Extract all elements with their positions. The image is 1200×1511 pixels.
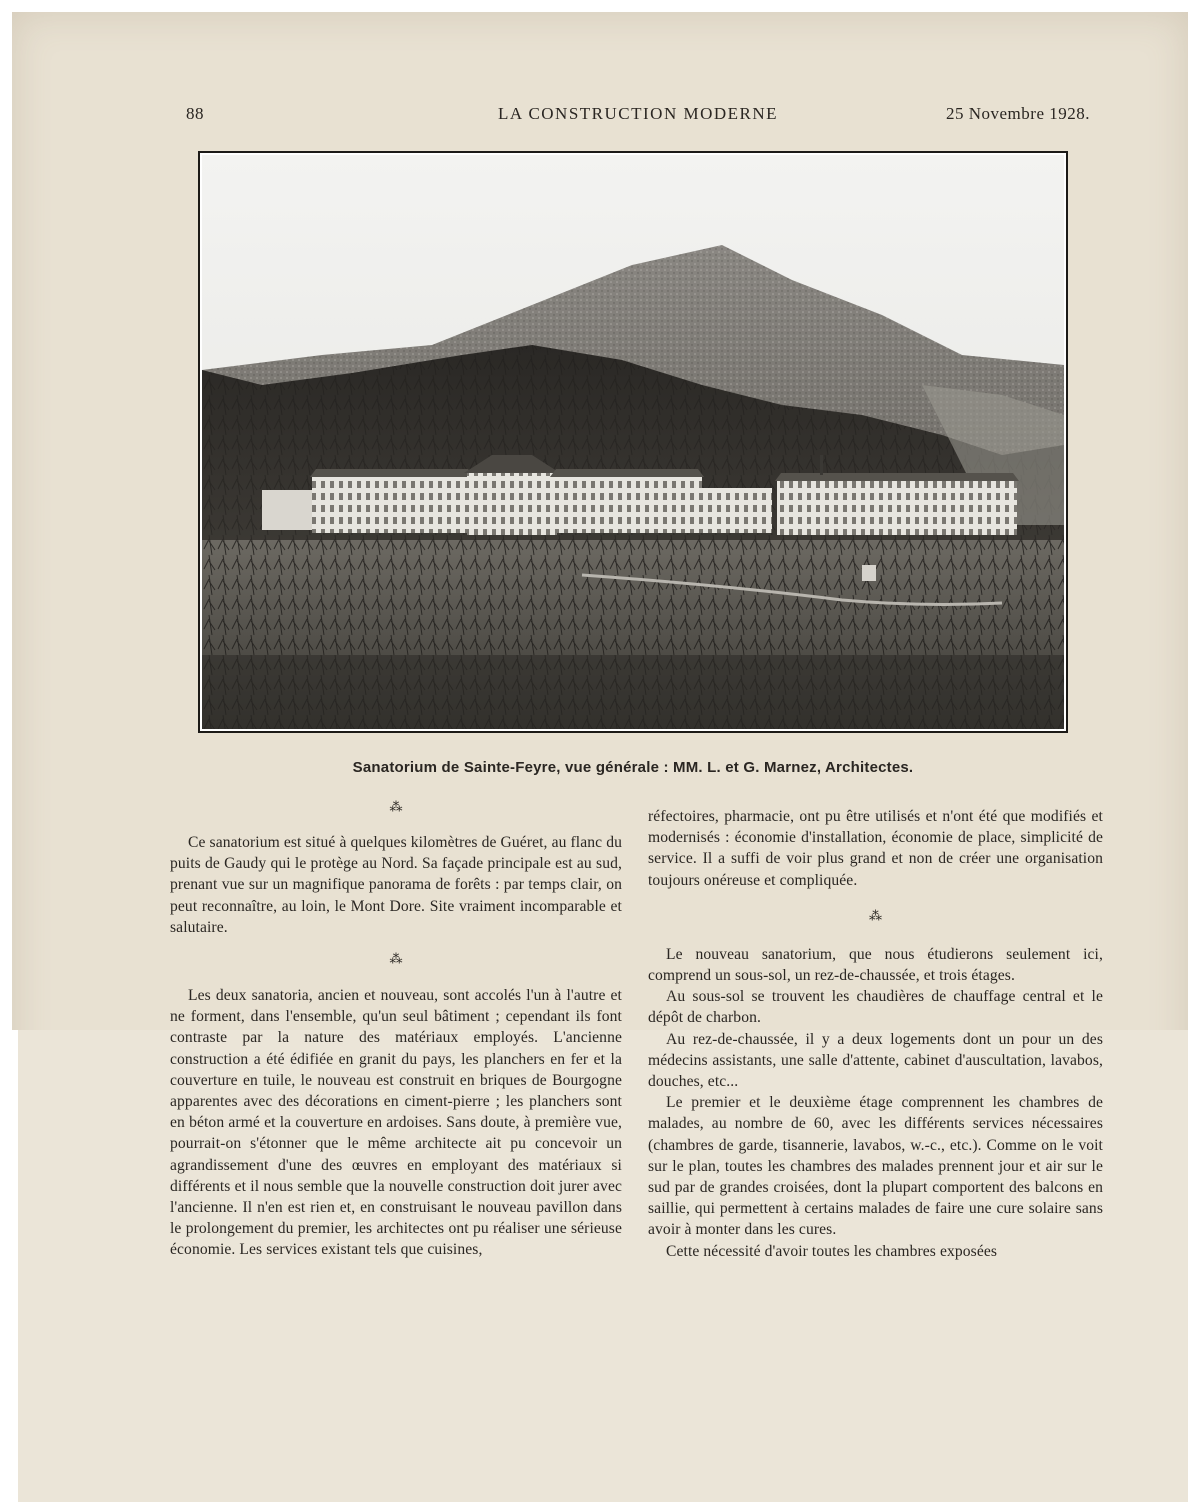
sanatorium-photograph [198,151,1068,733]
left-column [170,799,622,1261]
paragraph: Le nouveau sanatorium, que nous étudierons seulement ici, comprend un sous-sol, un rez-de-chaussée, et trois étages. [648,945,1103,985]
issue-date: 25 Novembre 1928. [945,104,1090,123]
paragraph: réfectoires, pharmacie, ont pu être utilisés et n'ont été que modifiés et modernisés : économie d'installation, économie de place, simplicité de service. Il a suffi de voir plus grand et non de créer une organisation toujours onéreuse et compliquée. [648,808,1103,889]
journal-title: LA CONSTRUCTION MODERNE [497,104,779,123]
section-ornament: ⁂ [389,799,403,814]
section-ornament: ⁂ [868,907,883,923]
paragraph: Le premier et le deuxième étage comprennent les chambres de malades, au nombre de 60, avec les différents services nécessaires (chambres de garde, tisannerie, lavabos, w.-c., etc.). Comme on le voit sur le plan, toutes les chambres des malades prennent jour et air sur le sud par de grandes croisées, dont la plupart comportent des balcons en saillie, qui permettent à certains malades de faire une cure solaire sans avoir à monter dans les cures. [648,1094,1103,1239]
section-ornament: ⁂ [389,951,403,967]
paragraph: Ce sanatorium est situé à quelques kilomètres de Guéret, au flanc du puits de Gaudy qui le protège au Nord. Sa façade principale est au sud, prenant vue sur un magnifique panorama de forêts : par temps clair, on peut reconnaître, au loin, le Mont Dore. Site vraiment incomparable et salutaire. [170,834,622,936]
page-number: 88 [186,104,204,123]
paragraph: Au sous-sol se trouvent les chaudières de chauffage central et le dépôt de charbon. [648,988,1103,1027]
landscape-photo [202,155,1064,729]
paragraph: Les deux sanatoria, ancien et nouveau, sont accolés l'un à l'autre et ne forment, dans l'ensemble, qu'un seul bâtiment ; cependant ils font contraste par la nature des matériaux employés. L'ancienne construction a été édifiée en granit du pays, les planchers en fer et la couverture en tuile, le nouveau est construit en briques de Bourgogne apparentes avec des décorations en ciment-pierre ; les planchers sont en béton armé et la couverture en ardoises. Sans doute, à première vue, pourrait-on s'étonner que le même architecte ait pu concevoir un agrandissement d'une des œuvres en employant des matériaux si différents et il nous semble que la nouvelle construction doit jurer avec l'ancienne. Il n'en est rien et, en construisant le nouveau pavillon dans le prolongement du premier, les architectes ont pu réaliser une sérieuse économie. Les services existant tels que cuisines, [170,987,622,1259]
sheet-edge [12,1030,18,1502]
paragraph: Cette nécessité d'avoir toutes les chambres exposées [666,1242,998,1260]
figure-caption: Sanatorium de Sainte-Feyre, vue générale : MM. L. et G. Marnez, Architectes. [352,759,914,776]
right-column [648,806,1103,1262]
running-head [186,104,1090,128]
paragraph: Au rez-de-chaussée, il y a deux logements dont un pour un des médecins assistants, une salle d'attente, cabinet d'auscultation, lavabos, douches, etc... [648,1030,1103,1091]
